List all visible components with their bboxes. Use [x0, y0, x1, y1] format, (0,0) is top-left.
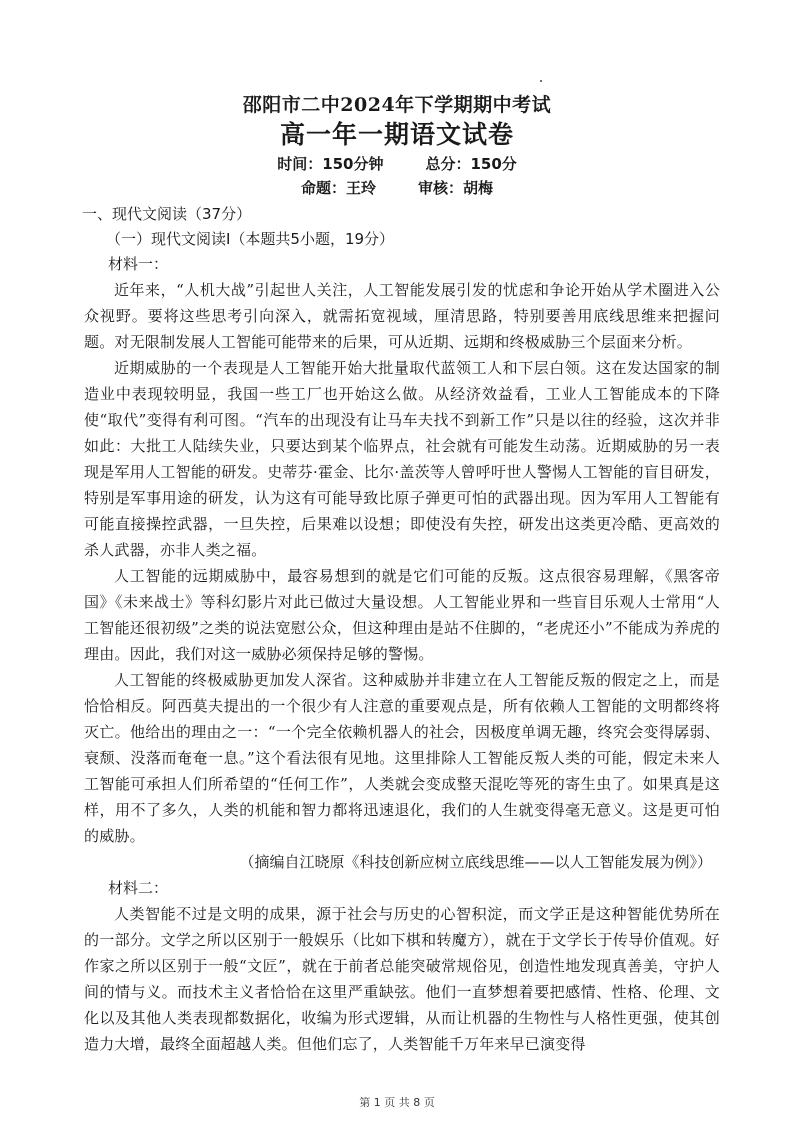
material1-paragraph: 人工智能的终极威胁更加发人深省。这种威胁并非建立在人工智能反叛的假定之上，而是恰恰相反。阿西莫夫提出的一个很少有人注意的重要观点是，所有依赖人工智能的文明都终将灭亡。他给出的理由之一：“一个完全依赖机器人的社会，因极度单调无趣，终究会变得孱弱、衰颓、没落而奄奄一息。”这个看法很有见地。这里排除人工智能反叛人类的可能，假定未来人工智能可承担人们所希望的“任何工作”，人类就会变成整天混吃等死的寄生虫了。如果真是这样，用不了多久，人类的机能和智力都将迅速退化，我们的人生就变得毫无意义。这是更可怕的威胁。	[84, 671, 720, 845]
exam-body	[84, 202, 720, 1057]
exam-meta-time-score	[0, 152, 794, 176]
score-label: 总分：150分	[425, 155, 517, 173]
setter-label: 命题：王玲	[300, 179, 376, 197]
page-footer: 第 1 页 共 8 页	[359, 1096, 435, 1109]
exam-title: 邵阳市二中2024年下学期期中考试	[242, 94, 552, 116]
exam-meta-staff	[0, 176, 794, 200]
reviewer-label: 审核：胡梅	[418, 179, 494, 197]
exam-header	[0, 92, 794, 200]
time-label: 时间：150分钟	[277, 155, 384, 173]
material1-label: 材料一：	[108, 255, 169, 273]
material1-paragraph: 近期威胁的一个表现是人工智能开始大批量取代蓝领工人和下层白领。这在发达国家的制造业中表现较明显，我国一些工厂也开始这么做。从经济效益看，工业人工智能成本的下降使“取代”变得有利可图。“汽车的出现没有让马车夫找不到新工作”只是以往的经验，这次并非如此：大批工人陆续失业，只要达到某个临界点，社会就有可能发生动荡。近期威胁的另一表现是军用人工智能的研发。史蒂芬·霍金、比尔·盖茨等人曾呼吁世人警惕人工智能的盲目研发，特别是军事用途的研发，认为这有可能导致比原子弹更可怕的武器出现。因为军用人工智能有可能直接操控武器，一旦失控，后果难以设想；即使没有失控，研发出这类更冷酷、更高效的杀人武器，亦非人类之福。	[84, 359, 720, 559]
material2-paragraph: 人类智能不过是文明的成果，源于社会与历史的心智积淀，而文学正是这种智能优势所在的一部分。文学之所以区别于一般娱乐（比如下棋和转魔方），就在于文学长于传导价值观。好作家之所以区别于一般“文匠”，就在于前者总能突破常规俗见，创造性地发现真善美，守护人间的情与义。而技术主义者恰恰在这里严重缺弦。他们一直梦想着要把感情、性格、伦理、文化以及其他人类表现都数据化，收编为形式逻辑，从而让机器的生物性与人格性更强，使其创造力大增，最终全面超越人类。但他们忘了，人类智能千万年来早已演变得	[84, 905, 720, 1053]
material1-paragraph: 人工智能的远期威胁中，最容易想到的就是它们可能的反叛。这点很容易理解，《黑客帝国》《未来战士》等科幻影片对此已做过大量设想。人工智能业界和一些盲目乐观人士常用“人工智能还很初级”之类的说法宽慰公众，但这种理由是站不住脚的，“老虎还小”不能成为养虎的理由。因此，我们对这一威胁必须保持足够的警惕。	[84, 567, 720, 663]
material2-label: 材料二：	[108, 879, 169, 897]
subject-title: 高一年一期语文试卷	[279, 120, 514, 149]
material1-paragraph: 近年来，“人机大战”引起世人关注，人工智能发展引发的忧虑和争论开始从学术圈进入公众视野。要将这些思考引向深入，就需拓宽视域，厘清思路，特别要善用底线思维来把握问题。对无限制发展人工智能可能带来的后果，可从近期、远期和终极威胁三个层面来分析。	[84, 281, 720, 351]
sub-heading: （一）现代文阅读Ⅰ（本题共5小题，19分）	[106, 230, 395, 248]
section-heading: 一、现代文阅读（37分）	[82, 205, 252, 223]
scan-dot	[540, 80, 542, 82]
material1-source: （摘编自江晓原《科技创新应树立底线思维——以人工智能发展为例》）	[239, 853, 712, 871]
